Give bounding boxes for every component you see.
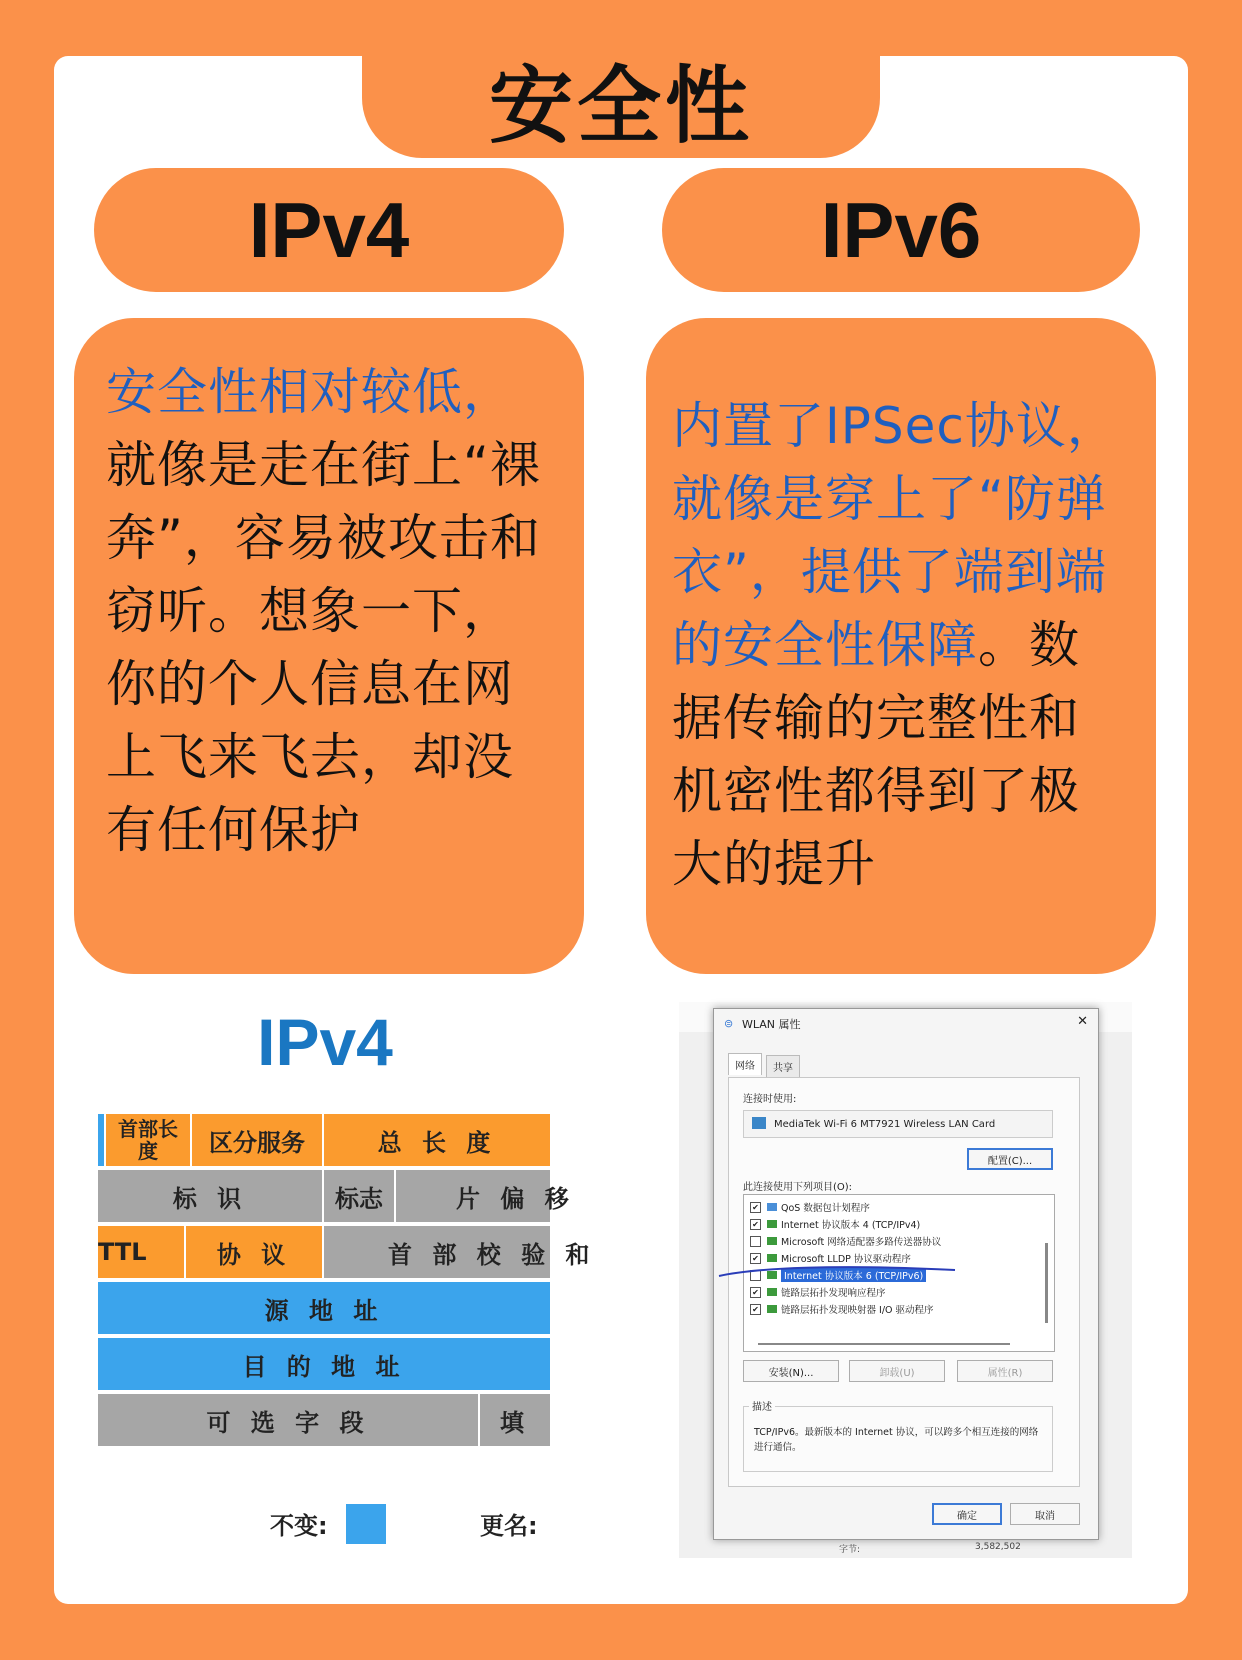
install-button[interactable]: 安装(N)...	[743, 1360, 839, 1382]
ipv4-description	[106, 356, 548, 867]
annotation-underline	[715, 1262, 975, 1284]
adapter-field	[743, 1110, 1053, 1138]
header-cell: 协 议	[186, 1226, 324, 1280]
ipv4-description-box	[74, 318, 584, 974]
network-panel	[728, 1077, 1080, 1487]
header-cell: 填	[480, 1394, 552, 1448]
protocol-icon	[767, 1305, 777, 1313]
wifi-icon: ⊜	[724, 1017, 734, 1030]
ipv6-description-highlight: 内置了IPSec协议，就像是穿上了“防弹衣”，提供了端到端的安全性保障	[672, 397, 1118, 674]
protocol-icon	[767, 1220, 777, 1228]
list-item-label: QoS 数据包计划程序	[781, 1203, 870, 1214]
ipv6-heading: IPv6	[662, 168, 1140, 292]
legend-renamed: 更名:	[480, 1512, 538, 1540]
header-cell: 首 部 校 验 和	[324, 1226, 552, 1280]
wlan-properties-dialog	[713, 1008, 1099, 1540]
figure-title: IPv4	[257, 1005, 393, 1079]
configure-button[interactable]: 配置(C)...	[967, 1148, 1053, 1170]
header-cell: 标志	[324, 1170, 396, 1224]
list-item[interactable]	[750, 1301, 934, 1317]
tab-sharing[interactable]: 共享	[766, 1055, 800, 1077]
header-cell: 标 识	[98, 1170, 324, 1224]
ipv4-header-figure	[98, 1002, 596, 1564]
list-item[interactable]	[750, 1199, 870, 1215]
header-cell: 目 的 地 址	[98, 1338, 552, 1392]
header-row	[98, 1338, 552, 1392]
list-item-label: Internet 协议版本 4 (TCP/IPv4)	[781, 1220, 921, 1231]
checkbox[interactable]: ✔	[750, 1287, 761, 1298]
header-row	[98, 1226, 596, 1280]
adapter-name: MediaTek Wi-Fi 6 MT7921 Wireless LAN Card	[774, 1118, 996, 1130]
header-row	[98, 1394, 552, 1448]
header-cell: 可 选 字 段	[98, 1394, 480, 1448]
page-title: 安全性	[362, 40, 880, 158]
ipv6-description	[672, 390, 1118, 901]
bytes-value: 3,582,502	[975, 1542, 1021, 1552]
header-cell: 片 偏 移	[396, 1170, 552, 1224]
description-label: 描述	[749, 1398, 775, 1413]
list-item-label: 链路层拓扑发现响应程序	[781, 1288, 886, 1299]
properties-button[interactable]: 属性(R)	[957, 1360, 1053, 1382]
protocol-icon	[767, 1254, 777, 1262]
network-card-icon	[752, 1117, 766, 1129]
legend-unchanged: 不变:	[270, 1512, 328, 1540]
legend-unchanged-swatch	[346, 1504, 386, 1544]
ok-button[interactable]: 确定	[932, 1503, 1002, 1525]
list-item-label: Microsoft LLDP 协议驱动程序	[781, 1254, 911, 1265]
checkbox[interactable]: ✔	[750, 1304, 761, 1315]
connect-using-label: 连接时使用:	[743, 1094, 797, 1105]
header-cell: 首部长度	[106, 1114, 192, 1168]
list-item-label: Internet 协议版本 6 (TCP/IPv6)	[781, 1268, 926, 1282]
uninstall-button[interactable]: 卸载(U)	[849, 1360, 945, 1382]
items-label: 此连接使用下列项目(O):	[743, 1182, 853, 1193]
wlan-properties-screenshot	[679, 1002, 1132, 1558]
cancel-button[interactable]: 取消	[1010, 1503, 1080, 1525]
list-item[interactable]	[750, 1233, 941, 1249]
bytes-label: 字节:	[839, 1545, 861, 1555]
header-row	[98, 1114, 552, 1168]
protocol-icon	[767, 1288, 777, 1296]
checkbox[interactable]: ✔	[750, 1202, 761, 1213]
header-cell: 源 地 址	[98, 1282, 552, 1336]
checkbox[interactable]	[750, 1236, 761, 1247]
dialog-title: WLAN 属性	[742, 1018, 801, 1031]
list-item-label: 链路层拓扑发现映射器 I/O 驱动程序	[781, 1305, 934, 1316]
ipv4-description-body: 就像是走在街上“裸奔”，容易被攻击和窃听。想象一下，你的个人信息在网上飞来飞去，却没有任何保护	[106, 436, 541, 859]
checkbox[interactable]: ✔	[750, 1219, 761, 1230]
list-item[interactable]	[750, 1216, 920, 1232]
tab-network[interactable]: 网络	[728, 1053, 762, 1075]
ipv6-description-body: 。数据传输的完整性和机密性都得到了极大的提升	[672, 616, 1080, 893]
ipv4-heading: IPv4	[94, 168, 564, 292]
header-cell-stub	[98, 1114, 106, 1168]
list-item-label: Microsoft 网络适配器多路传送器协议	[781, 1237, 942, 1248]
list-item[interactable]	[750, 1284, 886, 1300]
description-text: TCP/IPv6。最新版本的 Internet 协议，可以跨多个相互连接的网络进行通信。	[743, 1406, 1053, 1472]
header-row	[98, 1282, 552, 1336]
header-cell: TTL	[98, 1226, 186, 1280]
ipv6-description-box	[646, 318, 1156, 974]
header-cell: 区分服务	[192, 1114, 324, 1168]
vertical-scrollbar[interactable]	[1045, 1243, 1048, 1323]
close-icon[interactable]: ✕	[1077, 1014, 1088, 1029]
qos-icon	[767, 1203, 777, 1211]
header-cell: 总 长 度	[324, 1114, 552, 1168]
horizontal-scrollbar[interactable]	[758, 1343, 1010, 1345]
header-row	[98, 1170, 575, 1224]
protocol-icon	[767, 1237, 777, 1245]
checkbox[interactable]: ✔	[750, 1253, 761, 1264]
ipv4-description-highlight: 安全性相对较低，	[106, 363, 514, 421]
